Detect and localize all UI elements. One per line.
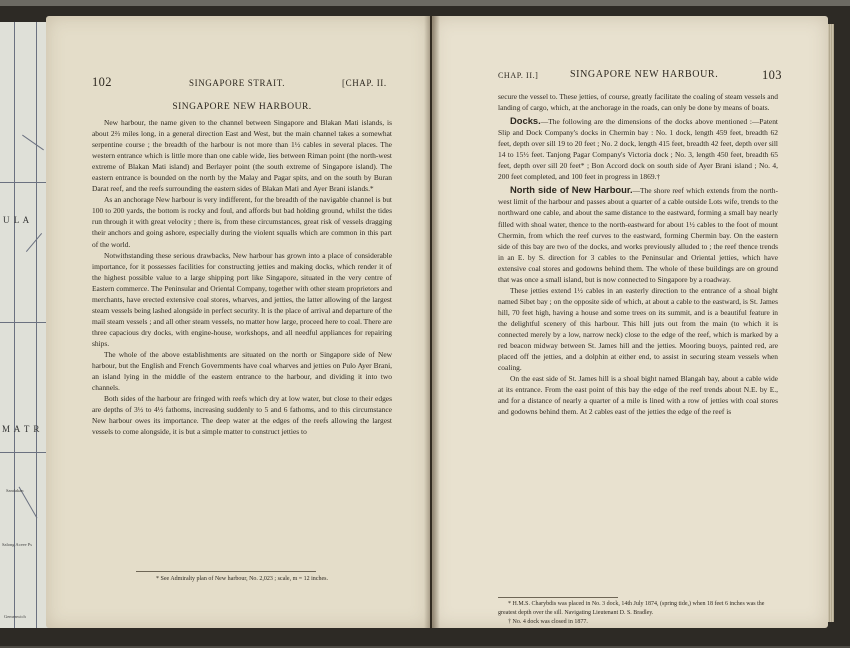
map-note: Salong Aceee Ps bbox=[2, 542, 32, 547]
north-side-heading: North side of New Harbour. bbox=[510, 184, 633, 196]
left-body bbox=[92, 117, 392, 437]
paragraph: As an anchorage New harbour is very indifferent, for the breadth of the navigable channel is but 100 to 200 yards, the bottom is rocky and foul, and affords but bad holding ground, whilst the tides run through it with great velocity ; there is, from these circumstances, great risk of vessels dragging their anchors and going ashore, especially during the violent squalls which are common in this part of the world. bbox=[92, 195, 392, 249]
footnote: * H.M.S. Charybdis was placed in No. 3 dock, 14th July 1874, (spring tide,) when 18 feet 6 inches was the greatest depth over the sill. Navigating Lieutenant D. S. Bradley. bbox=[498, 601, 765, 616]
map-label: M A T R bbox=[2, 424, 41, 434]
book-gutter bbox=[424, 16, 440, 628]
map-note: Sandakan bbox=[6, 488, 24, 493]
footnote-rule bbox=[498, 597, 618, 598]
right-body bbox=[498, 91, 778, 417]
running-title: SINGAPORE STRAIT. bbox=[189, 78, 286, 88]
paragraph: secure the vessel to. These jetties, of course, greatly facilitate the coaling of steam vessels and landing of cargo, which, at the anchorage in the roads, can only be done by means of boats. bbox=[498, 92, 778, 113]
paragraph: On the east side of St. James hill is a shoal bight named Blangah bay, about a cable wide at its entrance. From the east point of this bay the edge of the reef trends about N.E. by E., and for a distance of nearly a quarter of a mile is lined with a row of jetties with coal stores and godowns behind them. At 2 cables east of the jetties the edge of the reef is bbox=[498, 374, 778, 417]
chapter-label: [CHAP. II. bbox=[342, 78, 387, 88]
footnote: † No. 4 dock was closed in 1877. bbox=[508, 618, 588, 625]
right-page bbox=[432, 16, 828, 628]
page-number: 102 bbox=[92, 75, 112, 89]
paragraph: —The shore reef which extends from the north-west limit of the harbour and passes about a quarter of a cable outside Lots wife, trends to the northward one cable, and about the same distance to the eastward, forming a small bay nearly filled with shoal water, thence to the north-eastward for about 1½ cables to the foot of mount Chermin, from which the reef curves to the eastward, forming Chermin bay. On the eastern side of this bay are two of the docks, and works previously alluded to ; the reef thence trends in an E. by S. direction for 3 cables to the Peninsular and Oriental jetties, which have extensive coal stores and godowns behind them. The whole of these buildings are on ground that was once a small island, but is now connected to Singapore by a roadway. bbox=[498, 186, 778, 284]
map-note: Gemenwich bbox=[4, 614, 26, 619]
footnote-rule bbox=[136, 571, 316, 572]
paragraph: These jetties extend 1½ cables in an easterly direction to the entrance of a shoal bight named Sibet bay ; on the opposite side of which, at about a cable to the eastward, is St. James hill, 70 feet high, having a house and some trees on its summit, and is a beautiful feature in the delightful scenery of this harbour. This hill juts out from the main (to which it is connected merely by a low, narrow neck) close to the edge of the reef, which is marked by a red beacon midway between St. James hill and the jetties. Mooring buoys, painted red, are placed off the jetties, and a dolphin at either end, to assist in securing steam vessels when coaling. bbox=[498, 285, 778, 373]
paragraph: New harbour, the name given to the channel between Singapore and Blakan Mati islands, is about 2⅔ miles long, in a general direction East and West, but the main channel takes a somewhat serpentine course ; the breadth of the harbour is not more than 1½ cables in several places. The western entrance which is little more than one cable wide, lies between Riman point (the north-west extreme of Blakan Mati island) and Berlayer point (the south extreme of Singapore island). The eastern entrance is bounded on the north by the Malay and Pagar spits, and on the south by Buran Darat reef, and the reefs surrounding the eastern sides of Blakan Mati and Ayer Brani islands.* bbox=[92, 118, 392, 194]
footnotes bbox=[498, 600, 778, 626]
page-edges bbox=[828, 24, 834, 622]
page-number: 103 bbox=[762, 68, 782, 82]
paragraph: Both sides of the harbour are fringed with reefs which dry at low water, but close to their edges are depths of 3½ to 4½ fathoms, increasing suddenly to 5 and 6 fathoms, and to this circumstance New harbour owes its importance. The deep water at the edges of the reefs allowing the largest vessels to come alongside, it is but a simple matter to construct jetties to bbox=[92, 394, 392, 437]
paragraph: The whole of the above establishments are situated on the north or Singapore side of New harbour, but the English and French Governments have coal wharves and jetties on Pulo Ayer Brani, an island lying in the middle of the eastern entrance to the harbour, and dividing it into two channels. bbox=[92, 349, 392, 393]
section-title: SINGAPORE NEW HARBOUR. bbox=[172, 102, 312, 112]
paragraph: Notwithstanding these serious drawbacks, New harbour has grown into a place of considerable importance, for it possesses facilities for constructing jetties and making docks, which render it of the highest possible value to a large shipping port like Singapore, situated in the very centre of Eastern commerce. The Peninsular and Oriental Company, together with other steam proprietors and merchants, have erected extensive coal stores, wharves, and jetties, the latter allowing of the largest steam vessels being lashed alongside in perfect security. It is the place of arrival and departure of the mail steam vessels ; and all other steam vessels, no matter how large, proceed here to coal. There are three capacious dry docks, with engine-house, workshops, and all needful appliances for repairing ships. bbox=[92, 250, 392, 348]
running-title: SINGAPORE NEW HARBOUR. bbox=[570, 69, 719, 80]
left-page bbox=[46, 16, 430, 628]
docks-heading: Docks. bbox=[510, 115, 541, 127]
chapter-label: CHAP. II.] bbox=[498, 71, 539, 80]
paragraph: —The following are the dimensions of the docks above mentioned :—Patent Slip and Dock Company's docks in Chermin bay : No. 1 dock, length 459 feet, breadth 62 feet, depth over sill 19 to 20 feet ; No. 2 dock, length 415 feet, breadth 42 feet, depth over sill 14 to 15½ feet. Tanjong Pagar Company's Victoria dock ; No. 3, length 450 feet, breadth 65 feet, depth over sill 20 feet* ; Bon Accord dock on south side of Ayer Brani island ; No. 4, 200 feet completed, and 100 feet in progress in 1869.† bbox=[498, 117, 778, 182]
map-label: U L A bbox=[3, 215, 31, 225]
footnote: * See Admiralty plan of New harbour, No. 2,023 ; scale, m = 12 inches. bbox=[156, 576, 328, 582]
